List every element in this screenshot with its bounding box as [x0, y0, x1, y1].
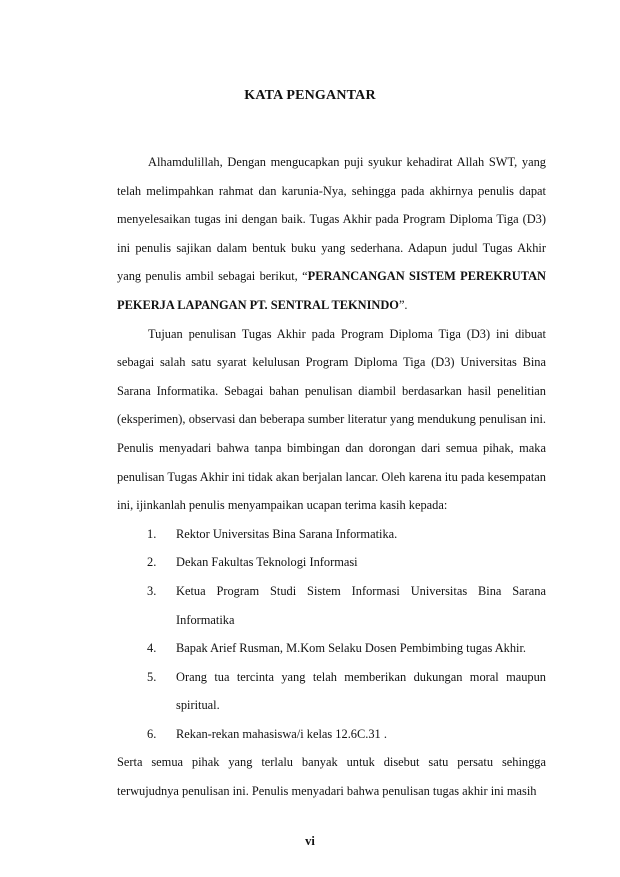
list-item-number: 5.: [147, 669, 157, 684]
page-number: vi: [305, 834, 315, 848]
document-body: [117, 148, 546, 806]
list-item-number: 4.: [147, 641, 157, 656]
paragraph-opening-text: Alhamdulillah, Dengan mengucapkan puji syukur kehadirat Allah SWT, yang telah melimpahkan rahmat dan karunia-Nya, sehingga pada akhirnya penulis dapat menyelesaikan tugas ini dengan baik. Tugas Akhir pada Program Diploma Tiga (D3) ini penulis sajikan dalam bentuk buku yang sederhana. Adapun judul Tugas Akhir yang penulis ambil sebagai berikut, “: [117, 155, 546, 284]
paragraph-closing: Serta semua pihak yang terlalu banyak untuk disebut satu persatu sehingga terwujudnya penulisan ini. Penulis menyadari bahwa penulisan tugas akhir ini masih: [117, 755, 546, 799]
list-item: [117, 720, 546, 749]
list-item-number: 1.: [147, 526, 157, 541]
paragraph-purpose: Tujuan penulisan Tugas Akhir pada Program Diploma Tiga (D3) ini dibuat sebagai salah satu syarat kelulusan Program Diploma Tiga (D3) Universitas Bina Sarana Informatika. Sebagai bahan penulisan diambil berdasarkan hasil penelitian (eksperimen), observasi dan beberapa sumber literatur yang mendukung penulisan ini. Penulis menyadari bahwa tanpa bimbingan dan dorongan dari semua pihak, maka penulisan Tugas Akhir ini tidak akan berjalan lancar. Oleh karena itu pada kesempatan ini, ijinkanlah penulis menyampaikan ucapan terima kasih kepada:: [117, 326, 546, 513]
acknowledgement-list: [117, 520, 546, 749]
list-item-text: Rekan-rekan mahasiswa/i kelas 12.6C.31 .: [176, 726, 387, 741]
paragraph-opening-end: ”.: [398, 297, 408, 312]
paragraph-opening: [117, 148, 546, 320]
list-item-number: 2.: [147, 555, 157, 570]
list-item: [117, 548, 546, 577]
list-item-text: Ketua Program Studi Sistem Informasi Universitas Bina Sarana Informatika: [176, 583, 546, 627]
thesis-title: PERANCANGAN SISTEM PEREKRUTAN PEKERJA LAPANGAN PT. SENTRAL TEKNINDO: [117, 269, 546, 312]
list-item-text: Orang tua tercinta yang telah memberikan dukungan moral maupun spiritual.: [176, 669, 546, 713]
list-item-text: Bapak Arief Rusman, M.Kom Selaku Dosen Pembimbing tugas Akhir.: [176, 641, 527, 656]
list-item-text: Rektor Universitas Bina Sarana Informatika.: [176, 526, 398, 541]
list-item: [117, 663, 546, 720]
list-item-number: 6.: [147, 726, 157, 741]
list-item: [117, 577, 546, 634]
list-item-text: Dekan Fakultas Teknologi Informasi: [176, 555, 358, 570]
list-item: [117, 634, 546, 663]
list-item: [117, 520, 546, 549]
page-title: KATA PENGANTAR: [244, 88, 376, 103]
list-item-number: 3.: [147, 583, 157, 598]
